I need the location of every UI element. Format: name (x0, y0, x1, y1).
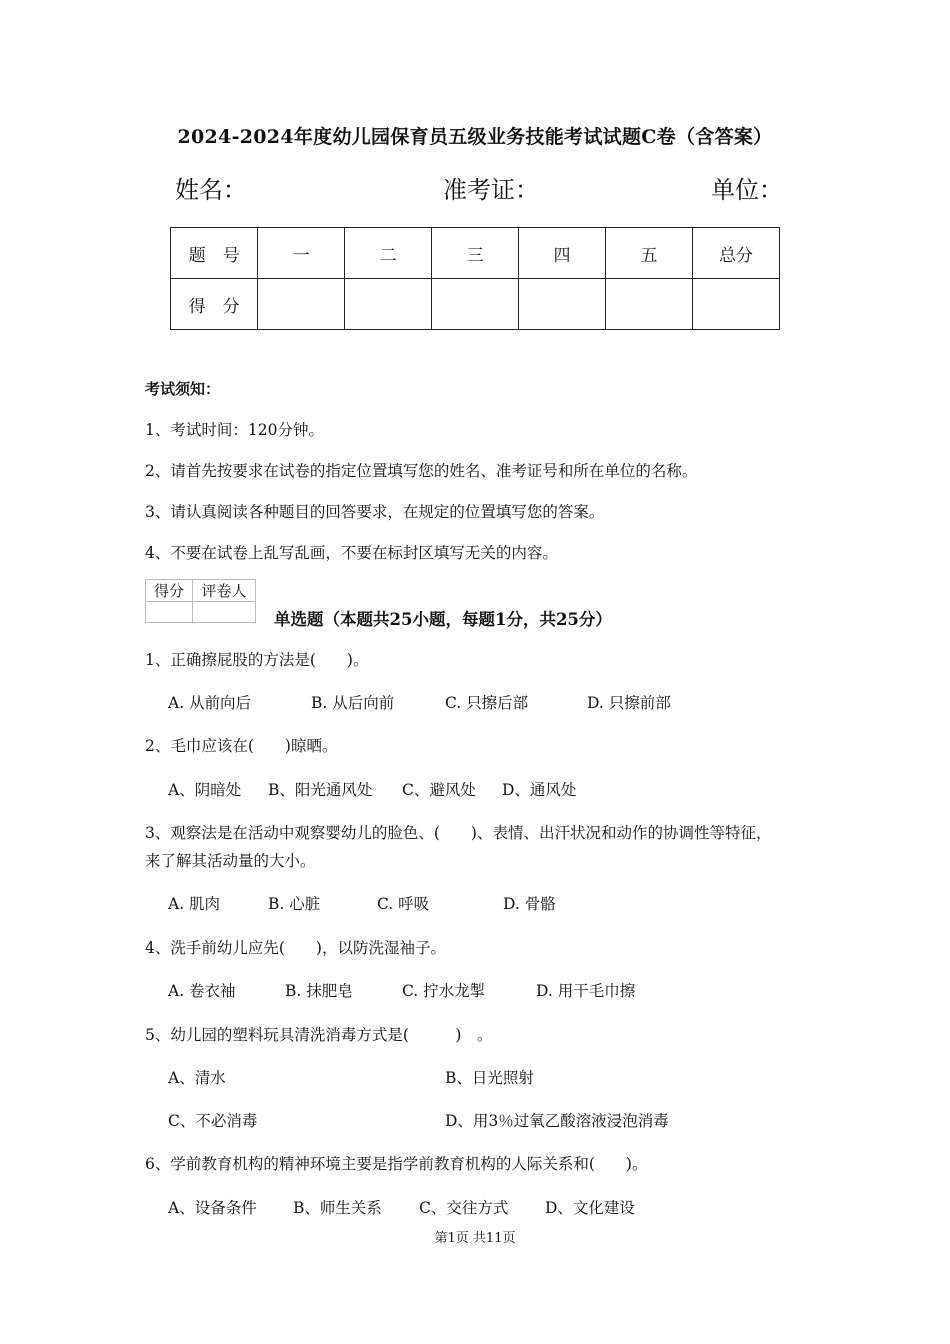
score-table-header-row (171, 228, 780, 279)
question-option: D、用3％过氧乙酸溶液浸泡消毒 (445, 1112, 669, 1130)
question-stem: 5、幼儿园的塑料玩具清洗消毒方式是( ) 。 (145, 1026, 493, 1044)
score-table-score-label: 得 分 (171, 279, 258, 330)
score-table-column-total: 总分 (692, 228, 779, 279)
grader-box (145, 579, 256, 623)
section-title: 单选题（本题共25小题，每题1分，共25分） (274, 610, 612, 629)
notice-item: 1、考试时间：120分钟。 (145, 421, 324, 439)
grader-name-label: 评卷人 (193, 580, 256, 602)
score-table-column: 四 (519, 228, 606, 279)
question-option: A. 肌肉 (168, 895, 221, 913)
page-footer: 第1页 共11页 (434, 1231, 516, 1246)
notice-item: 3、请认真阅读各种题目的回答要求，在规定的位置填写您的答案。 (145, 503, 605, 521)
question-stem: 6、学前教育机构的精神环境主要是指学前教育机构的人际关系和( )。 (145, 1155, 648, 1173)
question-stem-continued: 来了解其活动量的大小。 (145, 852, 316, 870)
question-option: B. 从后向前 (311, 694, 395, 712)
question-option: A. 卷衣袖 (168, 982, 236, 1000)
exam-number-field-label: 准考证： (443, 176, 539, 204)
score-cell[interactable] (345, 279, 432, 330)
question-option: C、不必消毒 (168, 1112, 258, 1130)
question-option: D. 只擦前部 (587, 694, 671, 712)
question-option: D、文化建设 (545, 1199, 635, 1217)
notice-item: 2、请首先按要求在试卷的指定位置填写您的姓名、准考证号和所在单位的名称。 (145, 462, 698, 480)
score-table-header-label: 题 号 (171, 228, 258, 279)
notice-heading: 考试须知： (145, 380, 221, 398)
grader-score-label: 得分 (146, 580, 193, 602)
score-table-column: 五 (606, 228, 693, 279)
question-option: B、阳光通风处 (268, 781, 373, 799)
question-option: A. 从前向后 (168, 694, 252, 712)
score-cell[interactable] (606, 279, 693, 330)
question-option: D. 用干毛巾擦 (536, 982, 636, 1000)
question-option: A、设备条件 (168, 1199, 257, 1217)
question-option: B、师生关系 (293, 1199, 382, 1217)
question-option: C、交往方式 (419, 1199, 509, 1217)
score-table-column: 一 (258, 228, 345, 279)
question-option: D、通风处 (502, 781, 577, 799)
score-cell[interactable] (432, 279, 519, 330)
score-table-column: 二 (345, 228, 432, 279)
question-option: C. 只擦后部 (445, 694, 529, 712)
question-option: B. 抹肥皂 (285, 982, 353, 1000)
question-option: C. 呼吸 (377, 895, 430, 913)
question-option: C. 拧水龙掣 (402, 982, 486, 1000)
question-stem: 1、正确擦屁股的方法是( )。 (145, 651, 369, 669)
question-option: B、日光照射 (445, 1069, 534, 1087)
grader-name-cell[interactable] (193, 602, 256, 623)
question-option: A、清水 (168, 1069, 226, 1087)
score-cell[interactable] (258, 279, 345, 330)
score-table-column: 三 (432, 228, 519, 279)
question-option: B. 心脏 (268, 895, 321, 913)
score-cell-total[interactable] (692, 279, 779, 330)
question-stem: 2、毛巾应该在( )晾晒。 (145, 737, 338, 755)
question-option: D. 骨骼 (503, 895, 556, 913)
name-field-label: 姓名： (175, 176, 247, 204)
unit-field-label: 单位： (711, 176, 783, 204)
question-stem: 4、洗手前幼儿应先( )，以防洗湿袖子。 (145, 939, 446, 957)
notice-item: 4、不要在试卷上乱写乱画，不要在标封区填写无关的内容。 (145, 544, 558, 562)
score-table-score-row (171, 279, 780, 330)
question-option: A、阴暗处 (168, 781, 242, 799)
grader-score-cell[interactable] (146, 602, 193, 623)
question-option: C、避风处 (402, 781, 476, 799)
score-table (170, 227, 780, 330)
question-stem: 3、观察法是在活动中观察婴幼儿的脸色、( )、表情、出汗状况和动作的协调性等特征， (145, 824, 772, 842)
score-cell[interactable] (519, 279, 606, 330)
document-title: 2024-2024年度幼儿园保育员五级业务技能考试试题C卷（含答案） (177, 126, 773, 148)
